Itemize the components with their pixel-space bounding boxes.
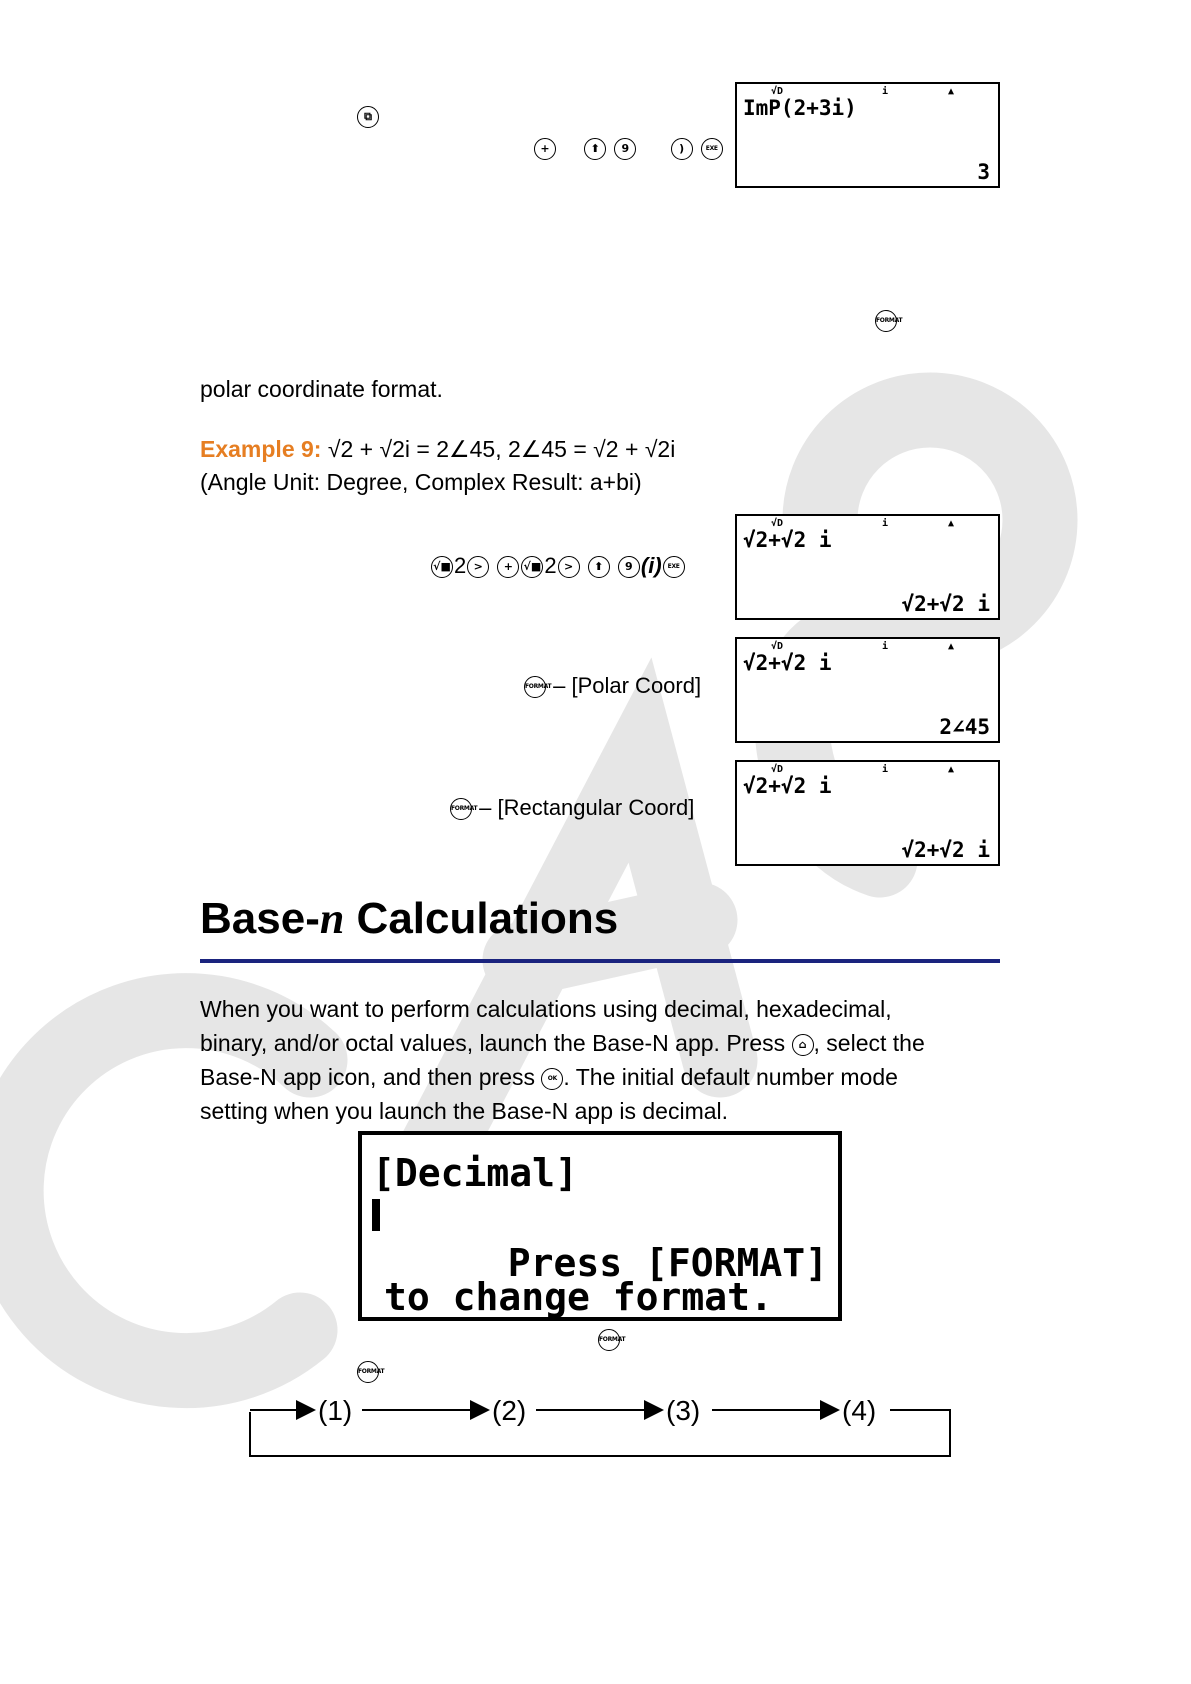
polar-text: polar coordinate format. — [200, 376, 443, 402]
example-equation: √2 + √2i = 2∠45, 2∠45 = √2 + √2i — [327, 436, 676, 462]
right-key-icon: > — [558, 556, 580, 578]
i-indicator: i — [882, 86, 889, 97]
ok-key-icon: OK — [541, 1068, 563, 1090]
polar-label: – [Polar Coord] — [553, 673, 702, 698]
calc-screen-2: √D i ▲ √2+√2 i 2∠45 — [735, 637, 1000, 743]
shift-key-icon: ⬆ — [584, 138, 606, 160]
example-condition: (Angle Unit: Degree, Complex Result: a+bi) — [200, 469, 642, 495]
shift-key-icon: ⬆ — [588, 556, 610, 578]
rect-label: – [Rectangular Coord] — [479, 795, 695, 820]
sqrt-key-icon: √■ — [431, 556, 453, 578]
close-paren-key-icon: ) — [671, 138, 693, 160]
sqrt-key-icon: √■ — [521, 556, 543, 578]
format-key-icon: FORMAT — [524, 676, 546, 698]
right-key-icon: > — [467, 556, 489, 578]
format-key-icon: FORMAT — [450, 798, 472, 820]
mode-label: [Decimal] — [372, 1151, 578, 1195]
change-format-line: to change format. — [384, 1275, 773, 1319]
root-indicator: √D — [771, 86, 784, 97]
cycle-1: (1) — [318, 1395, 353, 1426]
intro-paragraph: When you want to perform calculations using decimal, hexadecimal, binary, and/or octal values, launch the Base-N app. Press ⌂ , select the Base-N app icon, and then press OK . The initial default number mode setting when you launch the Base-N app is decimal. — [200, 996, 925, 1124]
press-format-line: Press [FORMAT] — [507, 1241, 828, 1285]
section-title: Base-n Calculations — [200, 894, 619, 943]
up-indicator: ▲ — [948, 86, 955, 97]
key-sequence-2: √■ 2 > + √■ 2 > ⬆ 9 (i) EXE — [430, 553, 686, 579]
cycle-2: (2) — [492, 1395, 527, 1426]
nine-key-icon: 9 — [618, 556, 640, 578]
home-key-icon: ⌂ — [792, 1034, 814, 1056]
format-key-icon: FORMAT — [598, 1329, 620, 1351]
plus-key-icon: + — [497, 556, 519, 578]
screen-expression: ImP(2+3i) — [743, 96, 857, 120]
nine-key-icon: 9 — [614, 138, 636, 160]
cycle-3: (3) — [666, 1395, 701, 1426]
exe-key-icon: EXE — [701, 138, 723, 160]
example-label: Example 9: — [200, 436, 322, 462]
exe-key-icon: EXE — [663, 556, 685, 578]
format-key-icon: FORMAT — [875, 310, 897, 332]
cycle-4: (4) — [842, 1395, 877, 1426]
catalog-key-icon: ⧉ — [357, 106, 379, 128]
calc-screen-3: √D i ▲ √2+√2 i √2+√2 i — [735, 760, 1000, 866]
plus-key-icon: + — [534, 138, 556, 160]
format-key-icon: FORMAT — [357, 1361, 379, 1383]
calc-screen-1: √D i ▲ √2+√2 i √2+√2 i — [735, 514, 1000, 620]
screen-result: 3 — [977, 160, 990, 184]
